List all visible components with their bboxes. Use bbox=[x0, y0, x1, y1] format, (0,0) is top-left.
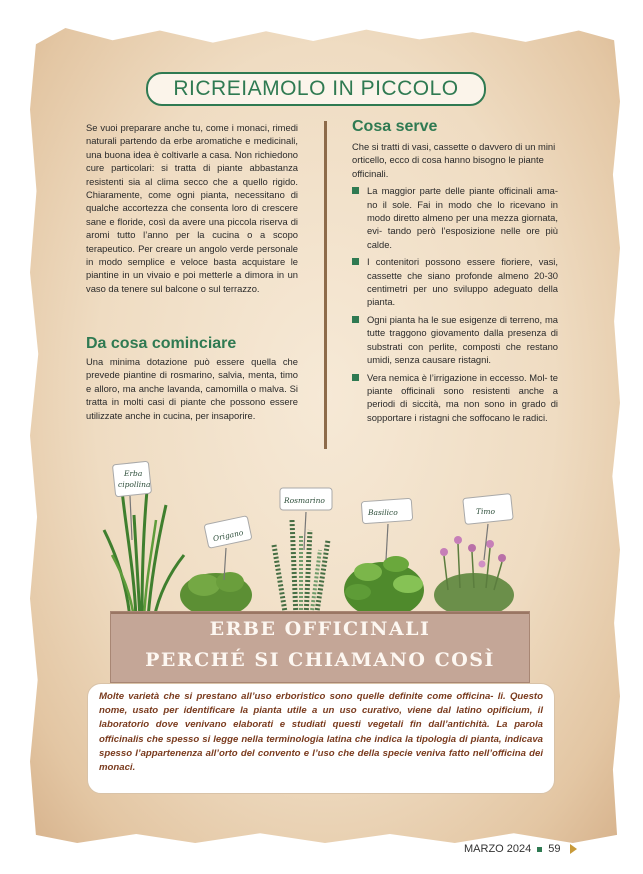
list-item bbox=[352, 184, 558, 251]
plant-label-text: Erba cipollina bbox=[118, 469, 151, 489]
list-item bbox=[352, 255, 558, 309]
list-item-text: I contenitori possono essere fioriere, vasi, cassette che siano profonde almeno 20-30 centimetri per uno sviluppo adeguato della pianta. bbox=[367, 256, 558, 308]
plant-label-rosmarino bbox=[280, 488, 332, 550]
da-cosa-cominciare-paragraph: Una minima dotazione può essere quella che prevede piantine di rosmarino, salvia, menta, timo e alloro, ma anche lavanda, camomilla o malva. Si tratta in molti casi di piante che possono essere utilizzate anche in cucina, per insaporire. bbox=[86, 356, 298, 421]
plant-label-text: Basilico bbox=[368, 508, 398, 517]
list-item bbox=[352, 371, 558, 425]
list-item bbox=[352, 313, 558, 367]
bullet-square-icon bbox=[352, 187, 359, 194]
column-divider bbox=[324, 121, 327, 449]
cosa-serve-list bbox=[352, 184, 558, 424]
bullet-square-icon bbox=[352, 258, 359, 265]
page-title bbox=[146, 72, 486, 106]
footer-page-number: 59 bbox=[548, 843, 561, 855]
right-column bbox=[352, 140, 558, 424]
herb-plants-illustration bbox=[96, 460, 556, 620]
bullet-square-icon bbox=[352, 316, 359, 323]
basilico-icon bbox=[344, 556, 424, 618]
plant-label-text: Timo bbox=[476, 507, 496, 516]
intro-paragraph: Se vuoi preparare anche tu, come i monaci, rimedi naturali partendo da erbe aromatiche e medicinali, una buona idea è coltivarle a casa. Non richiedono cure particolari: si tratta di piante abbastanza resistenti sia al clima secco che a quello rigido. Chiaramente, come ogni pianta, necessitano di qualche accortezza che consenta loro di crescere sane e floride, così da avere una piccola riserva di aromi tutto l’anno per la cucina o a scopo terapeutico. Per creare un angolo verde personale in modo semplice e veloce basta acquistare le piantine in un vivaio e poi metterle a dimora in un vaso da tenere sul balcone o sul terrazzo. bbox=[86, 122, 298, 294]
page-title-text: RICREIAMOLO IN PICCOLO bbox=[173, 77, 459, 100]
rosmarino-icon bbox=[274, 520, 328, 618]
banner-title-line-1: ERBE OFFICINALI bbox=[209, 618, 431, 640]
list-item-text: Vera nemica è l’irrigazione in eccesso. Mol- te piante officinali sono resistenti anche a periodi di siccità, ma non sono in grado di sopportare i ristagni che soffocano le radici. bbox=[367, 371, 558, 423]
section-banner bbox=[110, 611, 530, 683]
footer-issue-date: MARZO 2024 bbox=[464, 843, 532, 855]
timo-icon bbox=[434, 536, 514, 617]
cosa-serve-intro: Che si tratti di vasi, cassette o davvero di un mini orticello, ecco di cosa hanno bisogno le piante officinali. bbox=[352, 141, 556, 179]
officinali-info-text: Molte varietà che si prestano all’uso erboristico sono quelle definite come officina- li. Questo nome, usato per identificare la pianta utile a un uso curativo, viene dal latino opificium, il laboratorio dove venivano elaborati e studiati questi vegetali fin dall’antichità. La parola officinalis che spesso si legge nella terminologia latina che indica la tipologia di pianta, indicava spesso l’appartenenza all’orto del convento e l’uso che della specie veniva fatto nell’officina dei monaci. bbox=[99, 691, 543, 774]
page-footer bbox=[464, 843, 577, 855]
banner-title-line-2: PERCHÉ SI CHIAMANO COSÌ bbox=[145, 649, 495, 671]
next-page-arrow-icon bbox=[570, 844, 577, 854]
list-item-text: Ogni pianta ha le sue esigenze di terreno, ma tutte traggono giovamento dalla presenza di substrati con perlite, composti che restano umidi, senza causare ristagni. bbox=[367, 313, 558, 366]
plant-label-text: Origano bbox=[212, 527, 245, 544]
plant-label-basilico bbox=[361, 498, 412, 560]
plant-label-text: Rosmarino bbox=[284, 496, 325, 505]
footer-square-icon bbox=[537, 847, 542, 852]
heading-cosa-serve: Cosa serve bbox=[352, 118, 438, 135]
list-item-text: La maggior parte delle piante officinali ama- no il sole. Fai in modo che lo ricevano in modo diretto almeno per una mezza giornata, evi- tando però l’esposizione nelle ore più calde. bbox=[367, 185, 558, 250]
plant-label-origano bbox=[204, 516, 252, 580]
left-column bbox=[86, 121, 298, 295]
officinali-info-box bbox=[87, 683, 555, 794]
bullet-square-icon bbox=[352, 374, 359, 381]
erba-cipollina-icon bbox=[104, 480, 184, 618]
heading-da-cosa-cominciare: Da cosa cominciare bbox=[86, 335, 237, 352]
